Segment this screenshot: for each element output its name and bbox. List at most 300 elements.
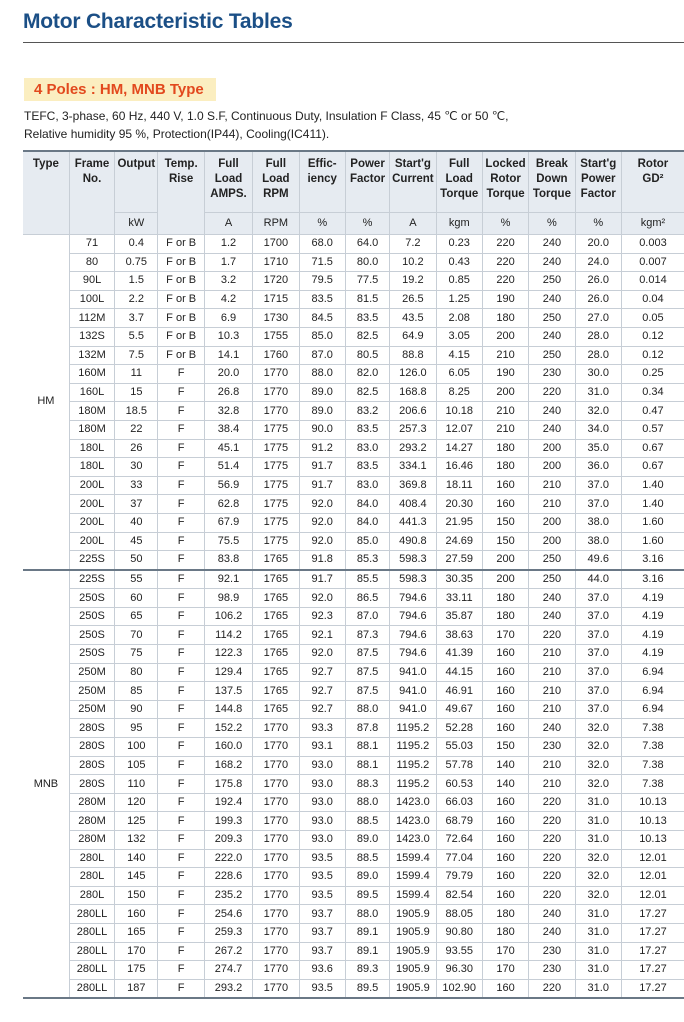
cell-power-factor: 88.0 [345, 700, 389, 719]
cell-locked-rotor-torque: 180 [482, 589, 528, 608]
cell-output: 100 [115, 738, 158, 757]
cell-frame-no: 250M [69, 700, 114, 719]
cell-locked-rotor-torque: 160 [482, 849, 528, 868]
cell-frame-no: 180M [69, 420, 114, 439]
cell-locked-rotor-torque: 200 [482, 327, 528, 346]
cell-full-load-amps: 51.4 [204, 458, 252, 477]
cell-temp-rise: F [158, 812, 204, 831]
cell-full-load-amps: 56.9 [204, 476, 252, 495]
cell-full-load-torque: 16.46 [436, 458, 482, 477]
cell-breakdown-torque: 210 [529, 700, 575, 719]
unit-cell: A [204, 213, 252, 235]
cell-breakdown-torque: 240 [529, 719, 575, 738]
cell-rotor-gd2: 17.27 [621, 942, 684, 961]
cell-output: 110 [115, 775, 158, 794]
cell-full-load-torque: 14.27 [436, 439, 482, 458]
table-row [23, 626, 684, 645]
table-row [23, 495, 684, 514]
cell-efficiency: 89.0 [299, 383, 345, 402]
cell-rotor-gd2: 7.38 [621, 719, 684, 738]
table-row [23, 476, 684, 495]
cell-power-factor: 83.5 [345, 309, 389, 328]
cell-frame-no: 280LL [69, 961, 114, 980]
cell-full-load-torque: 21.95 [436, 513, 482, 532]
table-row [23, 868, 684, 887]
cell-output: 105 [115, 756, 158, 775]
cell-efficiency: 93.7 [299, 905, 345, 924]
cell-temp-rise: F [158, 961, 204, 980]
cell-output: 50 [115, 551, 158, 570]
cell-power-factor: 89.1 [345, 942, 389, 961]
cell-frame-no: 200L [69, 476, 114, 495]
cell-full-load-amps: 235.2 [204, 886, 252, 905]
cell-full-load-rpm: 1770 [253, 738, 299, 757]
cell-output: 90 [115, 700, 158, 719]
cell-rotor-gd2: 0.003 [621, 235, 684, 254]
cell-output: 60 [115, 589, 158, 608]
cell-rotor-gd2: 0.014 [621, 272, 684, 291]
cell-temp-rise: F [158, 626, 204, 645]
cell-output: 145 [115, 868, 158, 887]
cell-efficiency: 93.1 [299, 738, 345, 757]
cell-frame-no: 132M [69, 346, 114, 365]
cell-locked-rotor-torque: 180 [482, 607, 528, 626]
cell-output: 85 [115, 682, 158, 701]
cell-full-load-amps: 222.0 [204, 849, 252, 868]
header-line: Full [448, 158, 470, 170]
table-row [23, 346, 684, 365]
table-row [23, 570, 684, 589]
cell-rotor-gd2: 7.38 [621, 775, 684, 794]
cell-temp-rise: F [158, 700, 204, 719]
cell-full-load-torque: 60.53 [436, 775, 482, 794]
cell-starting-current: 43.5 [390, 309, 436, 328]
cell-full-load-torque: 102.90 [436, 979, 482, 998]
cell-rotor-gd2: 12.01 [621, 886, 684, 905]
cell-starting-current: 1195.2 [390, 775, 436, 794]
cell-temp-rise: F or B [158, 327, 204, 346]
cell-efficiency: 92.0 [299, 495, 345, 514]
cell-starting-power-factor: 26.0 [575, 272, 621, 291]
cell-starting-current: 1423.0 [390, 812, 436, 831]
cell-temp-rise: F [158, 607, 204, 626]
cell-efficiency: 92.3 [299, 607, 345, 626]
table-row [23, 886, 684, 905]
cell-full-load-amps: 67.9 [204, 513, 252, 532]
cell-power-factor: 82.0 [345, 365, 389, 384]
cell-full-load-amps: 254.6 [204, 905, 252, 924]
cell-rotor-gd2: 0.12 [621, 346, 684, 365]
cell-temp-rise: F [158, 738, 204, 757]
cell-full-load-rpm: 1770 [253, 831, 299, 850]
cell-full-load-rpm: 1765 [253, 551, 299, 570]
cell-full-load-rpm: 1710 [253, 253, 299, 272]
cell-efficiency: 71.5 [299, 253, 345, 272]
cell-power-factor: 85.3 [345, 551, 389, 570]
cell-full-load-amps: 92.1 [204, 570, 252, 589]
cell-starting-power-factor: 31.0 [575, 793, 621, 812]
cell-starting-power-factor: 31.0 [575, 923, 621, 942]
cell-efficiency: 93.3 [299, 719, 345, 738]
cell-power-factor: 88.5 [345, 812, 389, 831]
cell-full-load-torque: 33.11 [436, 589, 482, 608]
cell-temp-rise: F or B [158, 309, 204, 328]
cell-starting-power-factor: 32.0 [575, 868, 621, 887]
cell-rotor-gd2: 0.67 [621, 458, 684, 477]
cell-starting-power-factor: 28.0 [575, 346, 621, 365]
cell-full-load-amps: 4.2 [204, 290, 252, 309]
cell-full-load-rpm: 1775 [253, 458, 299, 477]
cell-temp-rise: F [158, 439, 204, 458]
cell-starting-current: 10.2 [390, 253, 436, 272]
header-line: Load [445, 173, 473, 185]
cell-full-load-torque: 27.59 [436, 551, 482, 570]
cell-frame-no: 200L [69, 495, 114, 514]
cell-locked-rotor-torque: 180 [482, 439, 528, 458]
cell-starting-current: 126.0 [390, 365, 436, 384]
cell-temp-rise: F [158, 868, 204, 887]
cell-full-load-rpm: 1765 [253, 607, 299, 626]
table-row [23, 327, 684, 346]
cell-starting-power-factor: 37.0 [575, 476, 621, 495]
unit-cell: A [390, 213, 436, 235]
cell-full-load-amps: 10.3 [204, 327, 252, 346]
cell-output: 175 [115, 961, 158, 980]
column-header-locked-rotor-torque [482, 151, 528, 213]
cell-starting-power-factor: 28.0 [575, 327, 621, 346]
cell-locked-rotor-torque: 160 [482, 831, 528, 850]
header-line: Torque [486, 188, 525, 200]
cell-full-load-torque: 96.30 [436, 961, 482, 980]
table-row [23, 589, 684, 608]
cell-temp-rise: F or B [158, 235, 204, 254]
cell-efficiency: 93.7 [299, 923, 345, 942]
cell-full-load-rpm: 1770 [253, 793, 299, 812]
cell-output: 26 [115, 439, 158, 458]
table-row [23, 532, 684, 551]
cell-rotor-gd2: 1.40 [621, 476, 684, 495]
cell-full-load-rpm: 1765 [253, 626, 299, 645]
cell-starting-power-factor: 27.0 [575, 309, 621, 328]
cell-output: 0.75 [115, 253, 158, 272]
table-row [23, 719, 684, 738]
header-line: Full [218, 158, 239, 170]
cell-starting-power-factor: 44.0 [575, 570, 621, 589]
cell-breakdown-torque: 230 [529, 738, 575, 757]
cell-breakdown-torque: 240 [529, 235, 575, 254]
column-header-frame-no [69, 151, 114, 235]
cell-output: 165 [115, 923, 158, 942]
header-line: Rotor [637, 158, 669, 170]
cell-frame-no: 280LL [69, 979, 114, 998]
cell-output: 132 [115, 831, 158, 850]
cell-full-load-amps: 129.4 [204, 663, 252, 682]
cell-starting-current: 88.8 [390, 346, 436, 365]
cell-temp-rise: F [158, 589, 204, 608]
cell-efficiency: 92.1 [299, 626, 345, 645]
cell-efficiency: 93.0 [299, 793, 345, 812]
cell-temp-rise: F [158, 365, 204, 384]
cell-temp-rise: F [158, 775, 204, 794]
table-row [23, 235, 684, 254]
cell-efficiency: 92.7 [299, 663, 345, 682]
cell-output: 7.5 [115, 346, 158, 365]
table-row [23, 961, 684, 980]
cell-efficiency: 90.0 [299, 420, 345, 439]
cell-full-load-amps: 228.6 [204, 868, 252, 887]
cell-power-factor: 83.0 [345, 439, 389, 458]
cell-temp-rise: F [158, 831, 204, 850]
cell-full-load-amps: 38.4 [204, 420, 252, 439]
table-row [23, 439, 684, 458]
cell-starting-current: 369.8 [390, 476, 436, 495]
cell-output: 120 [115, 793, 158, 812]
cell-full-load-rpm: 1720 [253, 272, 299, 291]
unit-cell: kgm² [621, 213, 684, 235]
cell-locked-rotor-torque: 150 [482, 513, 528, 532]
cell-full-load-torque: 79.79 [436, 868, 482, 887]
cell-full-load-torque: 2.08 [436, 309, 482, 328]
cell-starting-power-factor: 37.0 [575, 645, 621, 664]
cell-breakdown-torque: 200 [529, 513, 575, 532]
cell-temp-rise: F or B [158, 346, 204, 365]
cell-full-load-amps: 45.1 [204, 439, 252, 458]
cell-full-load-rpm: 1765 [253, 700, 299, 719]
cell-starting-current: 1599.4 [390, 868, 436, 887]
cell-power-factor: 77.5 [345, 272, 389, 291]
cell-starting-current: 293.2 [390, 439, 436, 458]
cell-full-load-rpm: 1765 [253, 645, 299, 664]
cell-efficiency: 92.7 [299, 682, 345, 701]
cell-starting-current: 26.5 [390, 290, 436, 309]
cell-breakdown-torque: 240 [529, 290, 575, 309]
cell-starting-current: 1905.9 [390, 905, 436, 924]
cell-locked-rotor-torque: 200 [482, 570, 528, 589]
cell-power-factor: 87.8 [345, 719, 389, 738]
cell-full-load-torque: 44.15 [436, 663, 482, 682]
cell-power-factor: 85.0 [345, 532, 389, 551]
cell-locked-rotor-torque: 160 [482, 663, 528, 682]
cell-power-factor: 88.1 [345, 756, 389, 775]
cell-efficiency: 93.5 [299, 886, 345, 905]
header-line: Torque [532, 188, 571, 200]
cell-full-load-amps: 114.2 [204, 626, 252, 645]
table-row [23, 905, 684, 924]
column-header-starting-current [390, 151, 436, 213]
header-line: Effic- [307, 158, 337, 170]
header-line: Current [392, 173, 434, 185]
cell-frame-no: 112M [69, 309, 114, 328]
cell-full-load-rpm: 1760 [253, 346, 299, 365]
cell-power-factor: 82.5 [345, 383, 389, 402]
cell-rotor-gd2: 6.94 [621, 700, 684, 719]
cell-locked-rotor-torque: 170 [482, 942, 528, 961]
header-line: Load [214, 173, 243, 185]
cell-output: 22 [115, 420, 158, 439]
header-line: AMPS. [210, 188, 247, 200]
table-row [23, 458, 684, 477]
cell-efficiency: 93.0 [299, 756, 345, 775]
cell-breakdown-torque: 200 [529, 439, 575, 458]
cell-temp-rise: F [158, 886, 204, 905]
cell-locked-rotor-torque: 160 [482, 700, 528, 719]
cell-rotor-gd2: 1.60 [621, 513, 684, 532]
cell-full-load-rpm: 1765 [253, 570, 299, 589]
cell-output: 33 [115, 476, 158, 495]
cell-full-load-torque: 57.78 [436, 756, 482, 775]
cell-efficiency: 92.0 [299, 589, 345, 608]
cell-starting-current: 794.6 [390, 645, 436, 664]
cell-frame-no: 280L [69, 868, 114, 887]
cell-output: 2.2 [115, 290, 158, 309]
cell-frame-no: 250M [69, 663, 114, 682]
table-row [23, 365, 684, 384]
cell-starting-current: 941.0 [390, 700, 436, 719]
cell-frame-no: 280LL [69, 942, 114, 961]
header-line: Load [262, 173, 290, 185]
cell-locked-rotor-torque: 220 [482, 253, 528, 272]
cell-starting-power-factor: 32.0 [575, 849, 621, 868]
cell-output: 18.5 [115, 402, 158, 421]
cell-full-load-rpm: 1775 [253, 476, 299, 495]
cell-breakdown-torque: 250 [529, 346, 575, 365]
table-row [23, 942, 684, 961]
cell-efficiency: 88.0 [299, 365, 345, 384]
cell-full-load-torque: 88.05 [436, 905, 482, 924]
cell-full-load-torque: 0.43 [436, 253, 482, 272]
cell-output: 30 [115, 458, 158, 477]
cell-rotor-gd2: 0.67 [621, 439, 684, 458]
cell-full-load-rpm: 1765 [253, 663, 299, 682]
cell-full-load-torque: 1.25 [436, 290, 482, 309]
cell-locked-rotor-torque: 180 [482, 923, 528, 942]
column-header-power-factor [345, 151, 389, 213]
cell-power-factor: 87.0 [345, 607, 389, 626]
cell-starting-power-factor: 31.0 [575, 979, 621, 998]
cell-frame-no: 280L [69, 886, 114, 905]
cell-frame-no: 180L [69, 458, 114, 477]
column-header-efficiency [299, 151, 345, 213]
cell-efficiency: 85.0 [299, 327, 345, 346]
cell-frame-no: 250S [69, 607, 114, 626]
cell-locked-rotor-torque: 220 [482, 235, 528, 254]
table-row [23, 979, 684, 998]
cell-starting-current: 1905.9 [390, 961, 436, 980]
cell-output: 150 [115, 886, 158, 905]
cell-full-load-rpm: 1770 [253, 942, 299, 961]
cell-efficiency: 93.6 [299, 961, 345, 980]
table-row [23, 402, 684, 421]
cell-full-load-torque: 52.28 [436, 719, 482, 738]
cell-locked-rotor-torque: 180 [482, 309, 528, 328]
cell-full-load-torque: 66.03 [436, 793, 482, 812]
cell-efficiency: 93.0 [299, 812, 345, 831]
cell-output: 160 [115, 905, 158, 924]
cell-rotor-gd2: 17.27 [621, 979, 684, 998]
table-row [23, 513, 684, 532]
cell-frame-no: 250S [69, 626, 114, 645]
cell-output: 3.7 [115, 309, 158, 328]
cell-starting-current: 1195.2 [390, 756, 436, 775]
cell-full-load-torque: 0.85 [436, 272, 482, 291]
cell-temp-rise: F [158, 682, 204, 701]
cell-full-load-torque: 46.91 [436, 682, 482, 701]
column-header-type [23, 151, 69, 235]
table-row [23, 383, 684, 402]
cell-rotor-gd2: 1.60 [621, 532, 684, 551]
cell-starting-current: 334.1 [390, 458, 436, 477]
cell-full-load-amps: 192.4 [204, 793, 252, 812]
cell-breakdown-torque: 220 [529, 383, 575, 402]
cell-breakdown-torque: 210 [529, 476, 575, 495]
cell-power-factor: 88.0 [345, 793, 389, 812]
cell-full-load-torque: 90.80 [436, 923, 482, 942]
cell-locked-rotor-torque: 190 [482, 365, 528, 384]
cell-power-factor: 89.3 [345, 961, 389, 980]
unit-cell: RPM [253, 213, 299, 235]
cell-starting-power-factor: 32.0 [575, 775, 621, 794]
cell-output: 187 [115, 979, 158, 998]
cell-locked-rotor-torque: 160 [482, 812, 528, 831]
cell-breakdown-torque: 210 [529, 663, 575, 682]
cell-temp-rise: F [158, 645, 204, 664]
cell-temp-rise: F [158, 495, 204, 514]
cell-rotor-gd2: 10.13 [621, 812, 684, 831]
column-header-full-load-amps [204, 151, 252, 213]
cell-starting-current: 941.0 [390, 663, 436, 682]
cell-efficiency: 84.5 [299, 309, 345, 328]
cell-full-load-rpm: 1770 [253, 402, 299, 421]
cell-full-load-torque: 68.79 [436, 812, 482, 831]
table-row [23, 272, 684, 291]
cell-starting-power-factor: 31.0 [575, 905, 621, 924]
cell-efficiency: 92.0 [299, 513, 345, 532]
cell-starting-power-factor: 31.0 [575, 812, 621, 831]
cell-frame-no: 280LL [69, 905, 114, 924]
cell-full-load-rpm: 1730 [253, 309, 299, 328]
cell-rotor-gd2: 10.13 [621, 793, 684, 812]
cell-rotor-gd2: 4.19 [621, 589, 684, 608]
cell-rotor-gd2: 17.27 [621, 923, 684, 942]
cell-frame-no: 280M [69, 831, 114, 850]
cell-starting-current: 408.4 [390, 495, 436, 514]
table-row [23, 775, 684, 794]
cell-full-load-amps: 293.2 [204, 979, 252, 998]
cell-full-load-rpm: 1775 [253, 420, 299, 439]
cell-full-load-torque: 10.18 [436, 402, 482, 421]
cell-rotor-gd2: 4.19 [621, 607, 684, 626]
cell-starting-current: 206.6 [390, 402, 436, 421]
cell-frame-no: 132S [69, 327, 114, 346]
cell-frame-no: 90L [69, 272, 114, 291]
cell-full-load-rpm: 1770 [253, 812, 299, 831]
spec-description-line: Relative humidity 95 %, Protection(IP44), Cooling(IC411). [24, 127, 330, 141]
cell-rotor-gd2: 1.40 [621, 495, 684, 514]
cell-temp-rise: F [158, 513, 204, 532]
cell-output: 80 [115, 663, 158, 682]
table-row [23, 923, 684, 942]
cell-starting-current: 1423.0 [390, 793, 436, 812]
cell-full-load-amps: 1.7 [204, 253, 252, 272]
header-line: Rotor [490, 173, 521, 185]
cell-breakdown-torque: 210 [529, 756, 575, 775]
cell-temp-rise: F [158, 905, 204, 924]
cell-full-load-amps: 6.9 [204, 309, 252, 328]
cell-full-load-amps: 199.3 [204, 812, 252, 831]
cell-temp-rise: F [158, 663, 204, 682]
cell-starting-power-factor: 36.0 [575, 458, 621, 477]
cell-frame-no: 180L [69, 439, 114, 458]
